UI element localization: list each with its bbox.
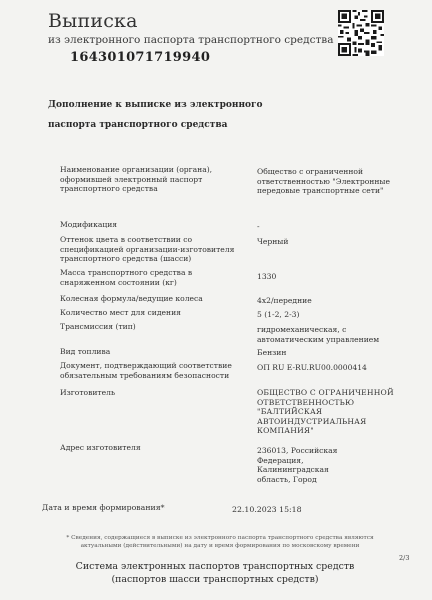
document-title: Выписка <box>48 10 138 32</box>
manufacturer-label: Изготовитель <box>60 388 116 397</box>
fuel-label: Вид топлива <box>60 347 111 356</box>
footnote-line2: актуальными (действительными) на дату и время формирования по московскому времени <box>80 543 360 549</box>
modification-label: Модификация <box>60 220 118 229</box>
conformity-doc-value: ОП RU E-RU.RU00.0000414 <box>257 363 367 372</box>
wheel-formula-label: Колесная формула/ведущие колеса <box>60 294 203 303</box>
conformity-doc-label: Документ, подтверждающий соответствие обязательным требованиям безопасности <box>60 361 232 380</box>
document-number: 164301071719940 <box>70 50 211 65</box>
section-title-line2: паспорта транспортного средства <box>48 120 228 130</box>
issue-date-label: Дата и время формирования* <box>42 503 165 512</box>
org-label: Наименование организации (органа), оформившей электронный паспорт транспортного средства <box>60 165 213 194</box>
transmission-label: Трансмиссия (тип) <box>60 322 136 331</box>
footer-system-name <box>70 560 360 586</box>
wheel-formula-value: 4x2/передние <box>257 296 312 305</box>
seats-label: Количество мест для сидения <box>60 308 181 317</box>
manufacturer-address-value: 236013, Российская Федерация, Калининградская область, Город <box>257 446 338 484</box>
footer-line1: Система электронных паспортов транспортных средств <box>75 561 355 572</box>
qr-code-icon <box>338 10 384 56</box>
mass-value: 1330 <box>257 272 277 281</box>
footer-line2: (паспортов шасси транспортных средств) <box>111 574 319 585</box>
mass-label: Масса транспортного средства в снаряженном состоянии (кг) <box>60 268 193 287</box>
manufacturer-value: ОБЩЕСТВО С ОГРАНИЧЕННОЙ ОТВЕТСТВЕННОСТЬЮ "БАЛТИЙСКАЯ АВТОИНДУСТРИАЛЬНАЯ КОМПАНИЯ" <box>257 388 394 436</box>
modification-value: - <box>257 222 260 231</box>
section-title-line1: Дополнение к выписке из электронного <box>48 100 263 110</box>
transmission-value: гидромеханическая, с автоматическим управлением <box>257 325 380 344</box>
seats-value: 5 (1-2, 2-3) <box>257 310 300 319</box>
document-subtitle: из электронного паспорта транспортного средства <box>48 34 334 46</box>
issue-date-value: 22.10.2023 15:18 <box>232 505 302 514</box>
color-value: Черный <box>257 237 289 246</box>
fuel-value: Бензин <box>257 348 287 357</box>
color-label: Оттенок цвета в соответствии со спецификацией организации-изготовителя транспортного средства (шасси) <box>60 235 235 264</box>
manufacturer-address-label: Адрес изготовителя <box>60 443 141 452</box>
footnote-line1: * Сведения, содержащиеся в выписке из электронного паспорта транспортного средства являются <box>66 535 374 541</box>
page-number: 2/3 <box>399 554 410 562</box>
org-value: Общество с ограниченной ответственностью "Электронные передовые транспортные сети" <box>257 167 390 196</box>
